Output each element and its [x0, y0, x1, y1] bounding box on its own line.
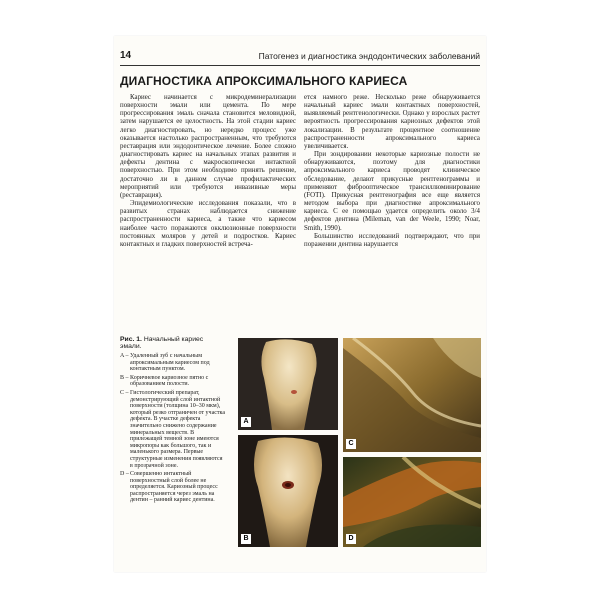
- paragraph: Кариес начинается с микродеминерализации поверхности эмали или цемента. По мере прогрессирования эмаль сначала становится меловидной, затем нарушается ее целостность. На этой стадии кариес легко диагностировать, но нередко процесс уже оказывается настолько распространенным, что требуются реставрация или эндодонтическое лечение. Более сложно диагностировать кариес на начальных этапах развития и дефекты дентина с макроскопически интактной поверхностью. При этом необходимо принять решение, достаточно ли в данном случае профилактических мероприятий или требуются инвазивные меры (реставрация).: [120, 94, 296, 199]
- paragraph: ется намного реже. Несколько реже обнаруживается начальный кариес эмали контактных поверхностей, выявляемый рентгенологически. Однако у взрослых растет вероятность прогрессирования кариозных дефектов этой локализации. В результате процентное соотношение распространенности апроксимального кариеса увеличивается.: [304, 94, 480, 150]
- paragraph: Большинство исследований подтверждают, что при поражении дентина нарушается: [304, 232, 480, 248]
- page-number: 14: [120, 50, 132, 61]
- caption-item-d: [120, 471, 226, 504]
- caption-key: C –: [120, 389, 129, 396]
- caption-title: [120, 336, 226, 350]
- photo-b-carious-spot: [238, 435, 338, 547]
- caption-label: Рис. 1.: [120, 336, 142, 343]
- photo-label: A: [241, 417, 251, 427]
- paragraph: Эпидемиологические исследования показали, что в развитых странах наблюдается снижение распространенности кариеса, а также что кариесом наиболее часто поражаются окклюзионные поверхности постоянных моляров у детей и подростков. Кариес контактных и гладких поверхностей встреча-: [120, 200, 296, 248]
- caption-text: Гистологический препарат, демонстрирующий слой интактной поверхности (толщина 10–30 мкм), который резко отграничен от участка дефекта. В участке дефекта значительно снижено содержание минеральных веществ. В прилежащей темной зоне имеются микропоры как большого, так и маленького размера. Первые структурные изменения появляются в прозрачной зоне.: [130, 389, 226, 469]
- paragraph: При зондировании некоторые кариозные полости не обнаруживаются, поэтому для диагностики апроксимального кариеса проводят клиническое обследование, делают прикусные рентгенограммы и применяют фиброоптическое трансиллюминирование (FOTI). Прикусная рентгенография все еще является методом выбора при диагностике апроксимального кариеса. С ее помощью удается определить около 3/4 дефектов дентина (Mileman, van der Weele, 1990; Noar, Smith, 1990).: [304, 151, 480, 232]
- header-rule: [120, 65, 480, 66]
- caption-text: Удаленный зуб с начальным апроксимальным кариесом под контактным пунктом.: [130, 353, 210, 373]
- photo-a-extracted-tooth: [238, 338, 338, 430]
- photo-label: C: [346, 439, 356, 449]
- figure-caption: [120, 336, 226, 506]
- caption-item-b: [120, 375, 226, 388]
- caption-key: A –: [120, 353, 129, 359]
- caption-item-c: [120, 390, 226, 469]
- tooth-illustration: [238, 435, 338, 547]
- running-title: Патогенез и диагностика эндодонтических заболеваний: [258, 51, 480, 61]
- photo-label: D: [346, 534, 356, 544]
- left-column: [120, 94, 296, 249]
- caption-text: Коричневое кариозное пятно с образованием полости.: [130, 374, 209, 388]
- caption-text: Совершенно интактный поверхностный слой более не определяется. Кариозный процесс распространяется через эмаль на дентин – ранний кариес дентина.: [130, 471, 218, 504]
- photo-c-histology: [343, 338, 481, 452]
- caption-key: D –: [120, 471, 129, 478]
- section-title: ДИАГНОСТИКА АПРОКСИМАЛЬНОГО КАРИЕСА: [120, 74, 408, 88]
- histology-illustration: [343, 457, 481, 547]
- caption-title-text: Начальный кариес эмали.: [120, 336, 204, 350]
- photo-label: B: [241, 534, 251, 544]
- histology-illustration: [343, 338, 481, 452]
- page-header: [114, 50, 486, 64]
- caption-item-a: [120, 353, 226, 373]
- right-column: [304, 94, 480, 249]
- tooth-illustration: [238, 338, 338, 430]
- caption-key: B –: [120, 374, 129, 381]
- photo-d-histology: [343, 457, 481, 547]
- book-page: [114, 36, 486, 572]
